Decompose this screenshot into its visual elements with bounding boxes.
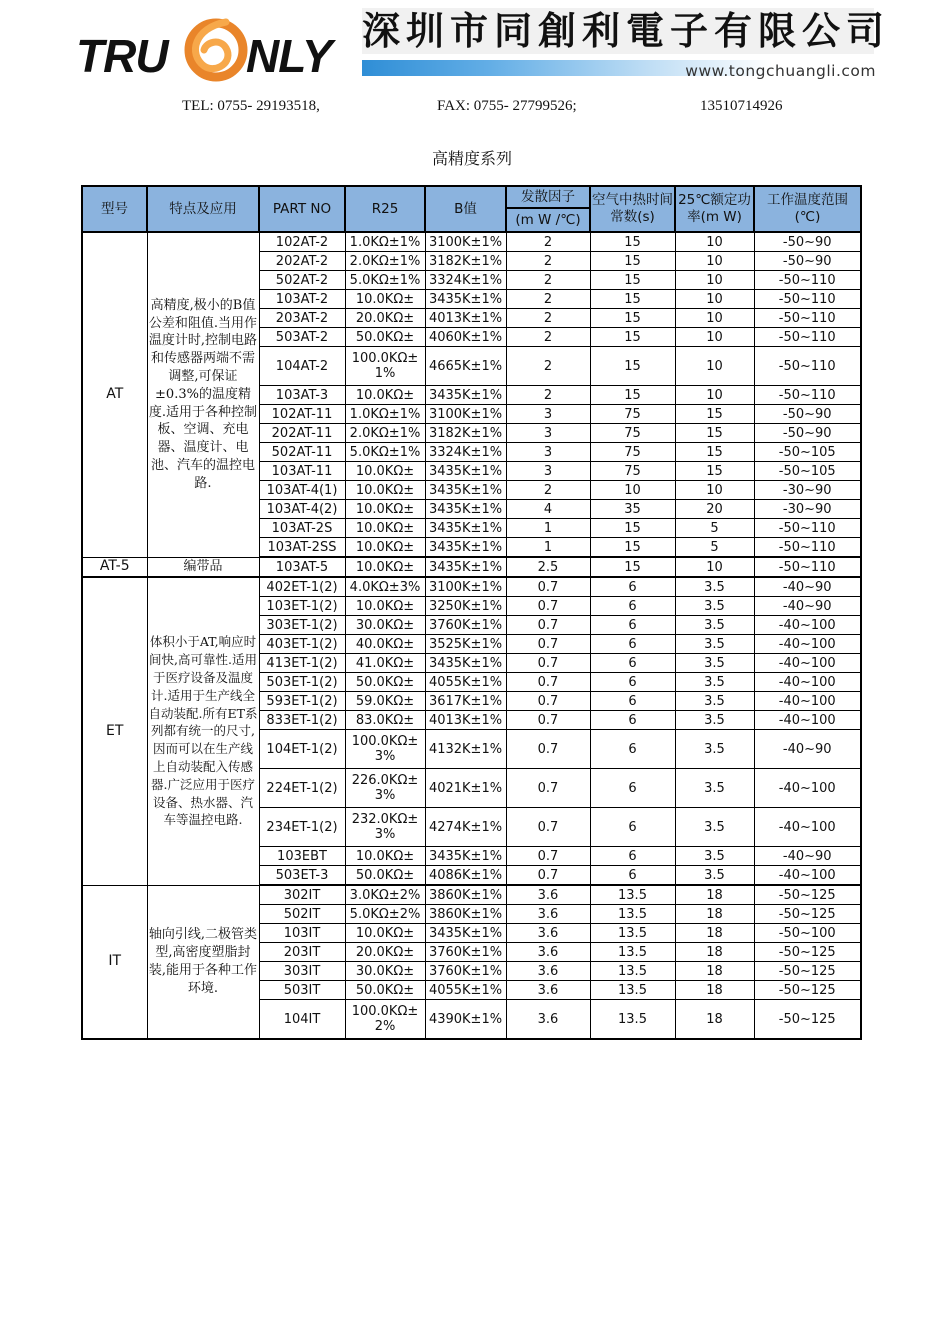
cell-b-value: 4055K±1% [425,981,506,1000]
cell-r25: 50.0KΩ± [345,866,425,886]
cell-time-constant: 13.5 [590,885,675,905]
cell-temp-range: -40~90 [754,730,861,769]
cell-rated-power: 3.5 [675,673,754,692]
cell-rated-power: 3.5 [675,769,754,808]
cell-r25: 50.0KΩ± [345,981,425,1000]
cell-feature: 轴向引线,二极管类型,高密度塑脂封装,能用于各种工作环境. [147,885,259,1039]
svg-text:TRU: TRU [76,30,168,82]
cell-r25: 10.0KΩ± [345,597,425,616]
cell-time-constant: 15 [590,290,675,309]
cell-b-value: 3860K±1% [425,905,506,924]
cell-part-no: 103AT-2S [259,519,345,538]
cell-r25: 83.0KΩ± [345,711,425,730]
cell-dissipation: 2 [506,252,590,271]
cell-b-value: 3435K±1% [425,557,506,577]
cell-r25: 30.0KΩ± [345,616,425,635]
cell-temp-range: -40~100 [754,635,861,654]
cell-time-constant: 15 [590,271,675,290]
cell-r25: 1.0KΩ±1% [345,232,425,252]
cell-b-value: 3100K±1% [425,577,506,597]
cell-dissipation: 2 [506,290,590,309]
cell-rated-power: 10 [675,328,754,347]
cell-time-constant: 13.5 [590,924,675,943]
cell-temp-range: -50~125 [754,943,861,962]
cell-time-constant: 15 [590,557,675,577]
cell-time-constant: 13.5 [590,962,675,981]
cell-r25: 10.0KΩ± [345,462,425,481]
cell-r25: 5.0KΩ±1% [345,443,425,462]
cell-time-constant: 13.5 [590,981,675,1000]
cell-dissipation: 2.5 [506,557,590,577]
cell-dissipation: 2 [506,232,590,252]
cell-time-constant: 6 [590,730,675,769]
cell-time-constant: 6 [590,654,675,673]
cell-temp-range: -50~110 [754,347,861,386]
cell-r25: 10.0KΩ± [345,847,425,866]
cell-part-no: 103IT [259,924,345,943]
cell-rated-power: 10 [675,481,754,500]
cell-dissipation: 3.6 [506,905,590,924]
cell-temp-range: -40~100 [754,711,861,730]
cell-dissipation: 2 [506,271,590,290]
cell-r25: 10.0KΩ± [345,538,425,558]
cell-part-no: 402ET-1(2) [259,577,345,597]
cell-dissipation: 0.7 [506,866,590,886]
cell-r25: 10.0KΩ± [345,924,425,943]
cell-temp-range: -50~90 [754,252,861,271]
cell-b-value: 3435K±1% [425,481,506,500]
cell-temp-range: -40~90 [754,577,861,597]
cell-rated-power: 3.5 [675,692,754,711]
cell-r25: 10.0KΩ± [345,386,425,405]
cell-r25: 100.0KΩ± 3% [345,730,425,769]
series-title: 高精度系列 [431,149,512,168]
cell-b-value: 3435K±1% [425,924,506,943]
cell-time-constant: 75 [590,443,675,462]
cell-b-value: 4086K±1% [425,866,506,886]
cell-type: AT [82,232,147,557]
cell-part-no: 502AT-11 [259,443,345,462]
cell-part-no: 203AT-2 [259,309,345,328]
cell-part-no: 503AT-2 [259,328,345,347]
cell-type: AT-5 [82,557,147,577]
cell-part-no: 503ET-1(2) [259,673,345,692]
cell-rated-power: 3.5 [675,730,754,769]
cell-temp-range: -50~125 [754,981,861,1000]
phone-number: TEL: 0755- 29193518, [182,98,320,114]
cell-dissipation: 3.6 [506,885,590,905]
cell-rated-power: 10 [675,232,754,252]
cell-rated-power: 3.5 [675,577,754,597]
cell-r25: 1.0KΩ±1% [345,405,425,424]
cell-b-value: 4055K±1% [425,673,506,692]
cell-part-no: 502IT [259,905,345,924]
cell-rated-power: 3.5 [675,635,754,654]
cell-part-no: 502AT-2 [259,271,345,290]
cell-dissipation: 2 [506,386,590,405]
cell-rated-power: 3.5 [675,616,754,635]
spec-table-body [82,232,861,1039]
cell-b-value: 3182K±1% [425,252,506,271]
cell-time-constant: 6 [590,866,675,886]
cell-b-value: 3617K±1% [425,692,506,711]
cell-part-no: 103AT-5 [259,557,345,577]
cell-part-no: 303IT [259,962,345,981]
cell-b-value: 4390K±1% [425,1000,506,1040]
cell-time-constant: 15 [590,309,675,328]
cell-r25: 100.0KΩ± 1% [345,347,425,386]
cell-time-constant: 15 [590,347,675,386]
cell-time-constant: 15 [590,386,675,405]
cell-time-constant: 15 [590,519,675,538]
cell-b-value: 3760K±1% [425,616,506,635]
cell-feature: 高精度,极小的B值公差和阻值.当用作温度计时,控制电路和传感器两端不需调整,可保证±0.3%的温度精度.适用于各种控制板、空调、充电器、温度计、电池、汽车的温控电路. [147,232,259,557]
cell-b-value: 4132K±1% [425,730,506,769]
cell-r25: 10.0KΩ± [345,557,425,577]
cell-temp-range: -50~90 [754,424,861,443]
cell-part-no: 413ET-1(2) [259,654,345,673]
cell-r25: 50.0KΩ± [345,328,425,347]
cell-rated-power: 15 [675,405,754,424]
header-part-no: PART NO [259,186,345,232]
cell-b-value: 4060K±1% [425,328,506,347]
cell-time-constant: 75 [590,424,675,443]
cell-part-no: 103EBT [259,847,345,866]
cell-time-constant: 15 [590,252,675,271]
cell-time-constant: 6 [590,577,675,597]
cell-temp-range: -30~90 [754,500,861,519]
cell-dissipation: 3.6 [506,981,590,1000]
cell-r25: 5.0KΩ±1% [345,271,425,290]
cell-part-no: 503IT [259,981,345,1000]
cell-rated-power: 10 [675,309,754,328]
cell-dissipation: 0.7 [506,769,590,808]
cell-b-value: 3435K±1% [425,847,506,866]
cell-rated-power: 18 [675,924,754,943]
cell-b-value: 3435K±1% [425,654,506,673]
cell-b-value: 3525K±1% [425,635,506,654]
cell-temp-range: -40~100 [754,654,861,673]
cell-part-no: 102AT-11 [259,405,345,424]
cell-time-constant: 6 [590,597,675,616]
cell-r25: 20.0KΩ± [345,943,425,962]
cell-r25: 30.0KΩ± [345,962,425,981]
header-dissipation-unit: (m W /℃) [506,208,590,232]
cell-part-no: 104AT-2 [259,347,345,386]
cell-part-no: 103AT-2SS [259,538,345,558]
cell-dissipation: 0.7 [506,635,590,654]
cell-part-no: 104ET-1(2) [259,730,345,769]
cell-dissipation: 2 [506,347,590,386]
cell-r25: 232.0KΩ± 3% [345,808,425,847]
cell-time-constant: 6 [590,616,675,635]
cell-time-constant: 15 [590,538,675,558]
spec-table [81,185,862,1040]
cell-part-no: 503ET-3 [259,866,345,886]
cell-temp-range: -50~110 [754,538,861,558]
cell-temp-range: -50~90 [754,232,861,252]
cell-temp-range: -40~100 [754,616,861,635]
cell-time-constant: 13.5 [590,905,675,924]
cell-part-no: 303ET-1(2) [259,616,345,635]
cell-rated-power: 3.5 [675,711,754,730]
cell-r25: 59.0KΩ± [345,692,425,711]
cell-rated-power: 18 [675,885,754,905]
header-b-value: B值 [425,186,506,232]
cell-rated-power: 3.5 [675,808,754,847]
table-row [82,577,861,597]
cell-r25: 20.0KΩ± [345,309,425,328]
cell-b-value: 3324K±1% [425,271,506,290]
cell-dissipation: 0.7 [506,808,590,847]
cell-part-no: 103AT-4(1) [259,481,345,500]
header-rated-power: 25℃额定功率(m W) [675,186,754,232]
cell-time-constant: 13.5 [590,943,675,962]
cell-dissipation: 3 [506,443,590,462]
cell-b-value: 3435K±1% [425,462,506,481]
cell-dissipation: 3 [506,405,590,424]
cell-temp-range: -40~100 [754,866,861,886]
cell-dissipation: 3.6 [506,924,590,943]
cell-r25: 10.0KΩ± [345,481,425,500]
cell-time-constant: 6 [590,673,675,692]
cell-r25: 2.0KΩ±1% [345,424,425,443]
cell-temp-range: -50~105 [754,443,861,462]
cell-part-no: 234ET-1(2) [259,808,345,847]
cell-b-value: 3100K±1% [425,232,506,252]
cell-rated-power: 10 [675,290,754,309]
cell-rated-power: 3.5 [675,847,754,866]
cell-rated-power: 10 [675,386,754,405]
cell-part-no: 103AT-2 [259,290,345,309]
cell-b-value: 3760K±1% [425,943,506,962]
cell-part-no: 203IT [259,943,345,962]
cell-b-value: 3435K±1% [425,538,506,558]
cell-b-value: 3435K±1% [425,519,506,538]
cell-temp-range: -50~125 [754,885,861,905]
cell-b-value: 3435K±1% [425,386,506,405]
cell-part-no: 202AT-11 [259,424,345,443]
cell-temp-range: -50~125 [754,905,861,924]
cell-type: ET [82,577,147,885]
cell-r25: 4.0KΩ±3% [345,577,425,597]
cell-r25: 226.0KΩ± 3% [345,769,425,808]
cell-part-no: 302IT [259,885,345,905]
cell-temp-range: -50~90 [754,405,861,424]
cell-b-value: 3860K±1% [425,885,506,905]
mobile-number: 13510714926 [700,98,783,114]
cell-r25: 41.0KΩ± [345,654,425,673]
cell-part-no: 403ET-1(2) [259,635,345,654]
company-name: 深圳市同創利電子有限公司 [362,8,891,53]
cell-r25: 100.0KΩ± 2% [345,1000,425,1040]
cell-r25: 10.0KΩ± [345,500,425,519]
cell-temp-range: -40~100 [754,769,861,808]
header-time-constant: 空气中热时间常数(s) [590,186,675,232]
cell-dissipation: 0.7 [506,616,590,635]
cell-temp-range: -30~90 [754,481,861,500]
cell-time-constant: 6 [590,692,675,711]
cell-b-value: 4013K±1% [425,711,506,730]
svg-text:NLY: NLY [246,30,332,82]
cell-b-value: 3760K±1% [425,962,506,981]
cell-time-constant: 75 [590,405,675,424]
cell-dissipation: 0.7 [506,654,590,673]
cell-part-no: 102AT-2 [259,232,345,252]
cell-r25: 40.0KΩ± [345,635,425,654]
cell-part-no: 103AT-3 [259,386,345,405]
cell-b-value: 3324K±1% [425,443,506,462]
cell-rated-power: 18 [675,905,754,924]
cell-part-no: 224ET-1(2) [259,769,345,808]
company-logo [76,14,356,84]
cell-dissipation: 3 [506,424,590,443]
cell-time-constant: 13.5 [590,1000,675,1040]
cell-r25: 3.0KΩ±2% [345,885,425,905]
cell-dissipation: 2 [506,481,590,500]
cell-rated-power: 3.5 [675,866,754,886]
cell-time-constant: 15 [590,328,675,347]
cell-b-value: 3100K±1% [425,405,506,424]
cell-rated-power: 10 [675,557,754,577]
cell-part-no: 104IT [259,1000,345,1040]
cell-temp-range: -50~110 [754,386,861,405]
header-temp-range: 工作温度范围(℃) [754,186,861,232]
cell-dissipation: 1 [506,538,590,558]
cell-temp-range: -50~125 [754,962,861,981]
cell-b-value: 4665K±1% [425,347,506,386]
table-row [82,232,861,252]
cell-time-constant: 6 [590,635,675,654]
cell-b-value: 3435K±1% [425,290,506,309]
table-row [82,885,861,905]
cell-temp-range: -50~100 [754,924,861,943]
cell-dissipation: 3 [506,462,590,481]
cell-rated-power: 18 [675,1000,754,1040]
cell-rated-power: 18 [675,981,754,1000]
cell-temp-range: -50~110 [754,519,861,538]
cell-rated-power: 10 [675,271,754,290]
cell-time-constant: 6 [590,847,675,866]
cell-part-no: 593ET-1(2) [259,692,345,711]
cell-b-value: 3250K±1% [425,597,506,616]
cell-temp-range: -40~100 [754,673,861,692]
cell-rated-power: 3.5 [675,597,754,616]
cell-dissipation: 0.7 [506,577,590,597]
cell-temp-range: -40~90 [754,597,861,616]
cell-time-constant: 35 [590,500,675,519]
cell-rated-power: 20 [675,500,754,519]
cell-temp-range: -50~105 [754,462,861,481]
cell-dissipation: 4 [506,500,590,519]
cell-rated-power: 5 [675,538,754,558]
cell-dissipation: 2 [506,309,590,328]
cell-r25: 10.0KΩ± [345,519,425,538]
cell-rated-power: 3.5 [675,654,754,673]
cell-dissipation: 0.7 [506,597,590,616]
cell-rated-power: 15 [675,443,754,462]
table-row [82,557,861,577]
cell-time-constant: 10 [590,481,675,500]
cell-rated-power: 5 [675,519,754,538]
cell-time-constant: 6 [590,711,675,730]
cell-temp-range: -50~110 [754,328,861,347]
cell-rated-power: 10 [675,347,754,386]
cell-dissipation: 1 [506,519,590,538]
cell-time-constant: 15 [590,232,675,252]
cell-rated-power: 10 [675,252,754,271]
cell-part-no: 103AT-11 [259,462,345,481]
website: www.tongchuangli.com [685,62,876,80]
header-r25: R25 [345,186,425,232]
cell-dissipation: 0.7 [506,673,590,692]
cell-dissipation: 0.7 [506,711,590,730]
cell-dissipation: 3.6 [506,962,590,981]
cell-temp-range: -40~100 [754,808,861,847]
cell-b-value: 3182K±1% [425,424,506,443]
cell-dissipation: 3.6 [506,943,590,962]
cell-type: IT [82,885,147,1039]
cell-temp-range: -50~110 [754,271,861,290]
cell-rated-power: 15 [675,424,754,443]
cell-rated-power: 18 [675,962,754,981]
header-type: 型号 [82,186,147,232]
cell-r25: 50.0KΩ± [345,673,425,692]
cell-feature: 编带品 [147,557,259,577]
cell-r25: 5.0KΩ±2% [345,905,425,924]
cell-temp-range: -50~110 [754,290,861,309]
header-feature: 特点及应用 [147,186,259,232]
cell-b-value: 4021K±1% [425,769,506,808]
cell-dissipation: 3.6 [506,1000,590,1040]
cell-b-value: 4013K±1% [425,309,506,328]
header-dissipation: 发散因子 [506,186,590,208]
cell-temp-range: -50~125 [754,1000,861,1040]
cell-time-constant: 6 [590,808,675,847]
cell-r25: 2.0KΩ±1% [345,252,425,271]
cell-time-constant: 75 [590,462,675,481]
cell-rated-power: 18 [675,943,754,962]
cell-part-no: 202AT-2 [259,252,345,271]
cell-part-no: 833ET-1(2) [259,711,345,730]
cell-feature: 体积小于AT,响应时间快,高可靠性.适用于医疗设备及温度计.适用于生产线全自动装配.所有ET系列都有统一的尺寸,因而可以在生产线上自动装配入传感器.广泛应用于医疗设备、热水器、汽车等温控电路. [147,577,259,885]
cell-temp-range: -40~100 [754,692,861,711]
cell-temp-range: -40~90 [754,847,861,866]
cell-temp-range: -50~110 [754,309,861,328]
cell-r25: 10.0KΩ± [345,290,425,309]
cell-part-no: 103AT-4(2) [259,500,345,519]
cell-b-value: 4274K±1% [425,808,506,847]
cell-dissipation: 0.7 [506,692,590,711]
cell-part-no: 103ET-1(2) [259,597,345,616]
cell-rated-power: 15 [675,462,754,481]
cell-time-constant: 6 [590,769,675,808]
fax-number: FAX: 0755- 27799526; [437,98,577,114]
cell-dissipation: 2 [506,328,590,347]
cell-b-value: 3435K±1% [425,500,506,519]
cell-dissipation: 0.7 [506,847,590,866]
cell-dissipation: 0.7 [506,730,590,769]
cell-temp-range: -50~110 [754,557,861,577]
